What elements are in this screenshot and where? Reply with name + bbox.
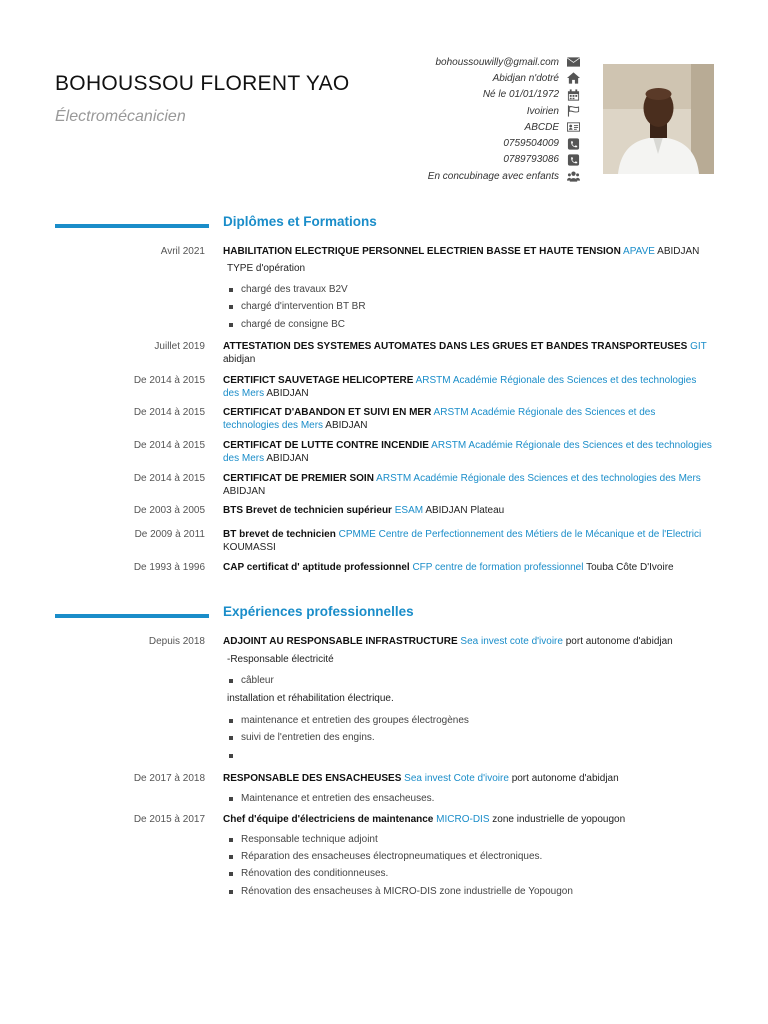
entry-org: MICRO-DIS (436, 814, 490, 825)
entry-title: CERTIFICAT DE PREMIER SOIN (223, 473, 374, 484)
list-item: chargé des travaux B2V (223, 284, 713, 301)
profile-photo (603, 64, 714, 174)
list-item: Réparation des ensacheuses électropneumatiques et électroniques. (223, 851, 713, 868)
list-item: chargé d'intervention BT BR (223, 301, 713, 318)
id-card-icon (566, 121, 580, 133)
contact-list (280, 54, 580, 184)
entry-location: Touba Côte D'Ivoire (586, 562, 674, 573)
entry-title: CAP certificat d' aptitude professionnel (223, 562, 410, 573)
contact-phone-2-text[interactable]: 0789793086 (503, 154, 559, 166)
bullet-list (223, 793, 713, 810)
entry-title: ATTESTATION DES SYSTEMES AUTOMATES DANS LES GRUES ET BANDES TRANSPORTEUSES (223, 341, 688, 352)
contact-id (280, 119, 580, 135)
entry-date: De 2003 à 2005 (133, 505, 205, 516)
entry-location: port autonome d'abidjan (511, 773, 619, 784)
phone-icon (566, 138, 580, 150)
entry-org: CFP centre de formation professionnel (412, 562, 584, 573)
entry-org: Sea invest Cote d'ivoire (404, 773, 509, 784)
contact-nationality-text: Ivoirien (526, 105, 559, 117)
flag-icon (566, 105, 580, 117)
entry-subtitle: -Responsable électricité (227, 653, 334, 665)
entry-location: ABIDJAN Plateau (425, 505, 505, 516)
entry-location: abidjan (223, 353, 256, 365)
contact-phone-1-text[interactable]: 0759504009 (503, 138, 559, 150)
entry-subtitle: installation et réhabilitation électrique. (227, 693, 394, 705)
entry-location: KOUMASSI (223, 541, 276, 553)
entry-org: ARSTM Académie Régionale des Sciences et des technologies des Mers (376, 473, 701, 484)
list-item: maintenance et entretien des groupes électrogènes (223, 715, 713, 732)
job-title: Électromécanicien (55, 108, 186, 125)
contact-family-status-text: En concubinage avec enfants (427, 170, 559, 182)
entry-date: De 2017 à 2018 (133, 773, 205, 784)
contact-address (280, 70, 580, 86)
list-item: Responsable technique adjoint (223, 834, 713, 851)
entry-org: CPMME Centre de Perfectionnement des Métiers de le Mécanique et de l'Electrici (338, 529, 702, 540)
entry-date: Juillet 2019 (154, 341, 205, 352)
entry-date: De 2014 à 2015 (133, 407, 205, 418)
entry-title: CERTIFICAT DE LUTTE CONTRE INCENDIE (223, 440, 429, 451)
home-icon (566, 72, 580, 84)
calendar-icon (566, 89, 580, 101)
entry-location: zone industrielle de yopougon (492, 814, 626, 825)
bullet-list (223, 834, 713, 904)
list-item: câbleur (223, 675, 713, 692)
entry-location: ABIDJAN (266, 387, 309, 399)
entry-org: ARSTM Académie Régionale des Sciences et des technologies des Mers (223, 440, 712, 464)
contact-family-status (280, 168, 580, 184)
entry-title: CERTIFICT SAUVETAGE HELICOPTERE (223, 375, 414, 386)
entry-title: Chef d'équipe d'électriciens de maintenance (223, 814, 434, 825)
entry-org: ESAM (394, 505, 424, 516)
list-item: chargé de consigne BC (223, 319, 713, 336)
entry-title: RESPONSABLE DES ENSACHEUSES (223, 773, 402, 784)
entry-date: De 2014 à 2015 (133, 375, 205, 386)
entry-title: BTS Brevet de technicien supérieur (223, 505, 392, 516)
contact-phone-1[interactable] (280, 135, 580, 151)
entry-title: CERTIFICAT D'ABANDON ET SUIVI EN MER (223, 407, 432, 418)
entry-org: GIT (690, 341, 707, 352)
phone-icon (566, 154, 580, 166)
entry-org: APAVE (623, 246, 655, 257)
contact-birthdate (280, 87, 580, 103)
entry-location: ABIDJAN (223, 485, 266, 497)
entry-date: De 2014 à 2015 (133, 473, 205, 484)
entry-location: ABIDJAN (657, 246, 700, 257)
entry-subtitle: TYPE d'opération (227, 262, 306, 274)
entry-date: De 2015 à 2017 (133, 814, 205, 825)
entry-title: BT brevet de technicien (223, 529, 336, 540)
entry-title: ADJOINT AU RESPONSABLE INFRASTRUCTURE (223, 636, 458, 647)
entry-date: De 2009 à 2011 (134, 529, 205, 540)
bullet-list (223, 715, 713, 767)
section-title-education: Diplômes et Formations (223, 214, 377, 229)
entry-org: Sea invest cote d'ivoire (460, 636, 563, 647)
contact-id-text: ABCDE (524, 121, 559, 133)
users-icon (566, 170, 580, 182)
resume-header (0, 0, 768, 200)
entry-org: ARSTM Académie Régionale des Sciences et des technologies des Mers (223, 407, 656, 431)
bullet-list (223, 675, 713, 692)
section-title-experience: Expériences professionnelles (223, 604, 414, 619)
entry-date: De 1993 à 1996 (133, 562, 205, 573)
contact-address-text: Abidjan n'dotré (492, 72, 559, 84)
contact-birthdate-text: Né le 01/01/1972 (482, 89, 559, 101)
entry-date: Avril 2021 (160, 246, 205, 257)
list-item: Rénovation des ensacheuses à MICRO-DIS zone industrielle de Yopougon (223, 886, 713, 903)
section-divider-bar (55, 614, 209, 618)
envelope-icon (566, 56, 580, 68)
entry-org: ARSTM Académie Régionale des Sciences et des technologies des Mers (223, 375, 697, 399)
contact-nationality (280, 103, 580, 119)
contact-email-text[interactable]: bohoussouwilly@gmail.com (435, 56, 559, 68)
list-item: suivi de l'entretien des engins. (223, 732, 713, 749)
entry-date: Depuis 2018 (148, 636, 205, 647)
person-name: BOHOUSSOU FLORENT YAO (55, 72, 350, 95)
entry-location: ABIDJAN (266, 452, 309, 464)
entry-location: port autonome d'abidjan (565, 636, 673, 647)
contact-phone-2[interactable] (280, 152, 580, 168)
entry-location: ABIDJAN (325, 419, 368, 431)
entry-title: HABILITATION ELECTRIQUE PERSONNEL ELECTRIEN BASSE ET HAUTE TENSION (223, 246, 621, 257)
list-item: Maintenance et entretien des ensacheuses. (223, 793, 713, 810)
section-divider-bar (55, 224, 209, 228)
list-item (223, 750, 713, 767)
list-item: Rénovation des conditionneuses. (223, 868, 713, 885)
bullet-list (223, 284, 713, 336)
contact-email[interactable] (280, 54, 580, 70)
entry-date: De 2014 à 2015 (133, 440, 205, 451)
